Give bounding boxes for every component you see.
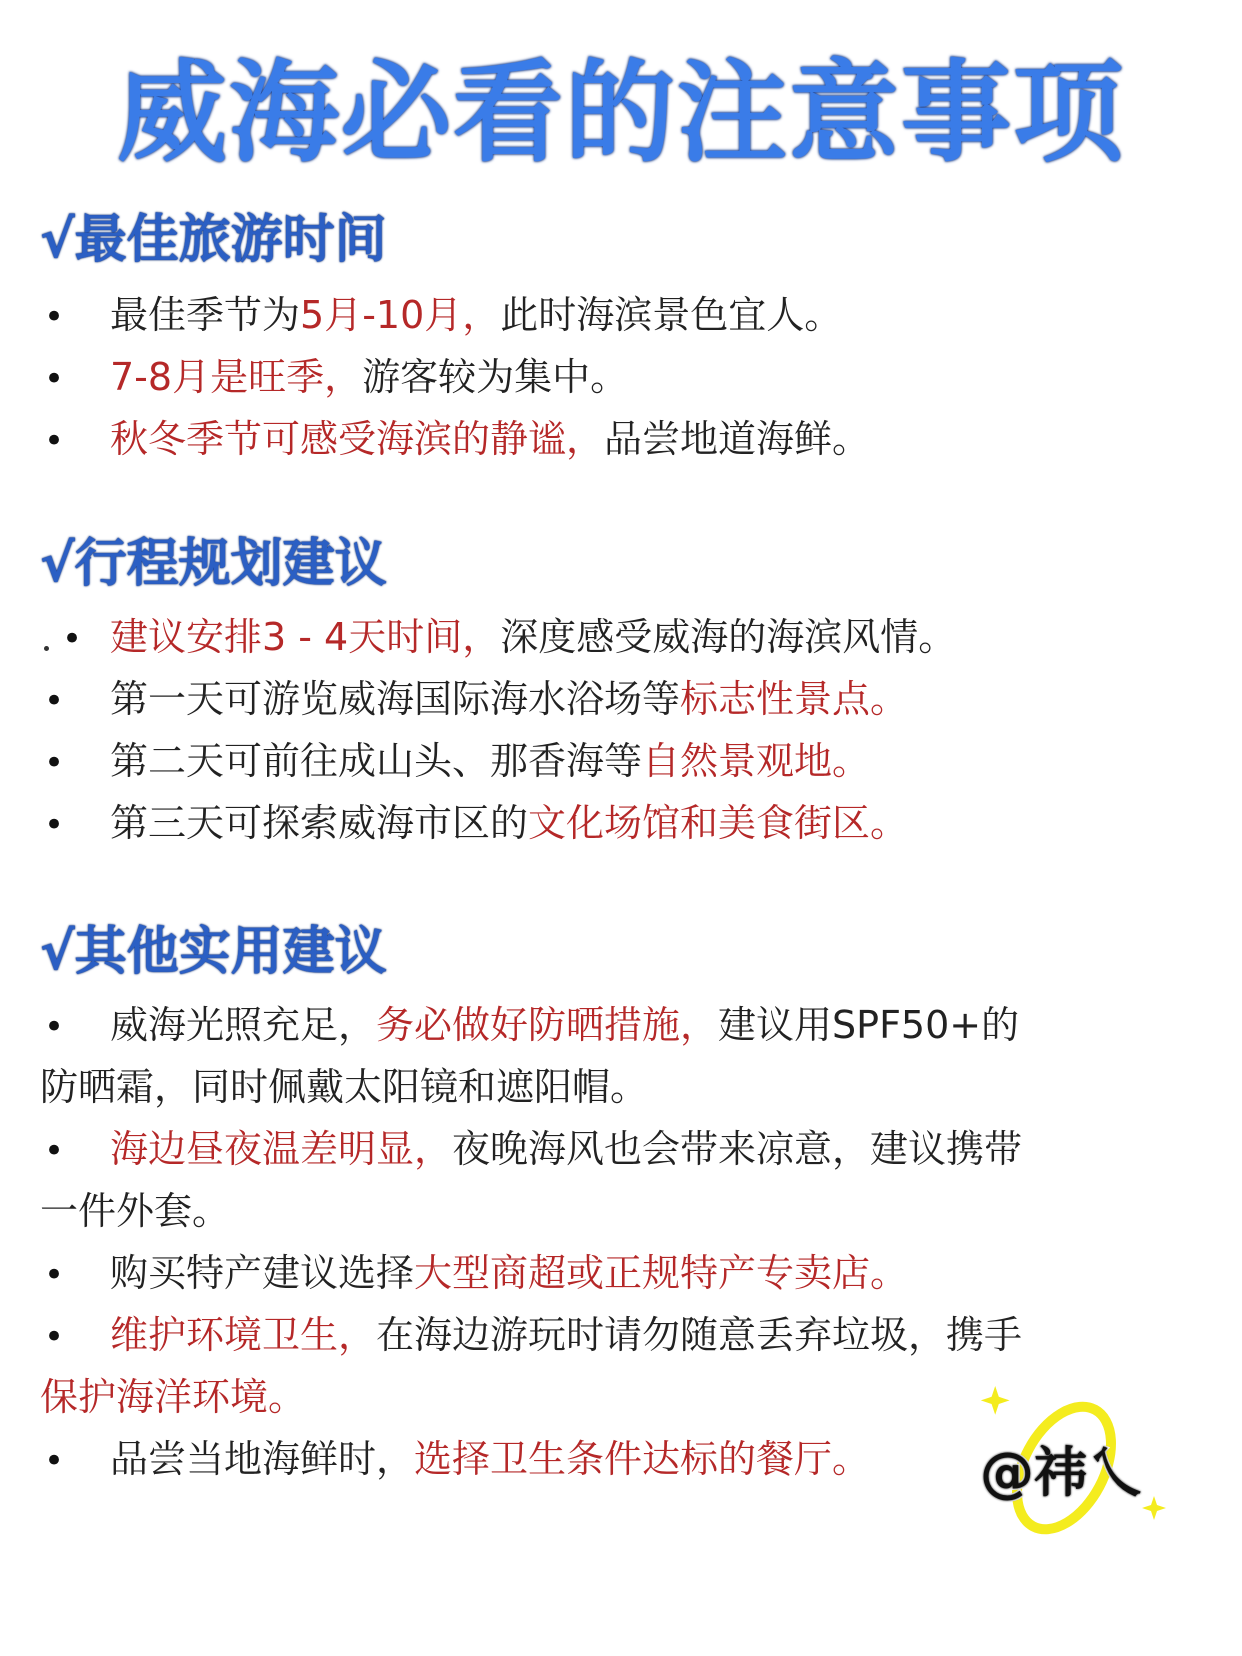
bullet-icon: • (44, 681, 65, 721)
list-item: • 第三天可探索威海市区的文化场馆和美食街区。 (40, 802, 1210, 846)
bullet-icon: • (44, 1007, 65, 1047)
bullet-icon: • (44, 743, 65, 783)
bullet-icon: • (44, 805, 65, 845)
list-item-continuation: 防晒霜，同时佩戴太阳镜和遮阳帽。 (40, 1065, 649, 1109)
bullet-icon: • (62, 619, 83, 659)
section-heading-best-time: √最佳旅游时间 (40, 210, 387, 270)
list-item-continuation: 一件外套。 (40, 1189, 231, 1233)
list-item: • 购买特产建议选择大型商超或正规特产专卖店。 (40, 1252, 1210, 1296)
list-item: • 秋冬季节可感受海滨的静谧，品尝地道海鲜。 (40, 418, 1210, 462)
signature-sticker (976, 1386, 1176, 1536)
bullet-icon: • (44, 359, 65, 399)
list-item: • 第一天可游览威海国际海水浴场等标志性景点。 (40, 678, 1210, 722)
list-item: • 建议安排3 - 4天时间，深度感受威海的海滨风情。 (40, 616, 1210, 660)
list-item-continuation: 保护海洋环境。 (40, 1375, 307, 1419)
list-item: • 海边昼夜温差明显，夜晚海风也会带来凉意，建议携带 (40, 1128, 1210, 1172)
section-heading-itinerary: √行程规划建议 (40, 534, 387, 594)
page-title: 威海必看的注意事项 (117, 49, 1125, 177)
list-item: • 最佳季节为5月-10月，此时海滨景色宜人。 (40, 294, 1210, 338)
list-item: • 品尝当地海鲜时，选择卫生条件达标的餐厅。 (40, 1438, 1210, 1482)
bullet-icon: • (44, 297, 65, 337)
signature-text: @祎乀 (980, 1441, 1142, 1504)
list-item: • 威海光照充足，务必做好防晒措施，建议用SPF50+的 (40, 1004, 1210, 1048)
list-item: • 第二天可前往成山头、那香海等自然景观地。 (40, 740, 1210, 784)
bullet-icon: • (44, 1131, 65, 1171)
bullet-icon: • (44, 421, 65, 461)
bullet-icon: • (44, 1317, 65, 1357)
section-heading-practical-tips: √其他实用建议 (40, 922, 387, 982)
list-item: • 维护环境卫生，在海边游玩时请勿随意丢弃垃圾，携手 (40, 1314, 1210, 1358)
bullet-icon: • (44, 1255, 65, 1295)
list-item: • 7-8月是旺季，游客较为集中。 (40, 356, 1210, 400)
bullet-icon: • (44, 1441, 65, 1481)
